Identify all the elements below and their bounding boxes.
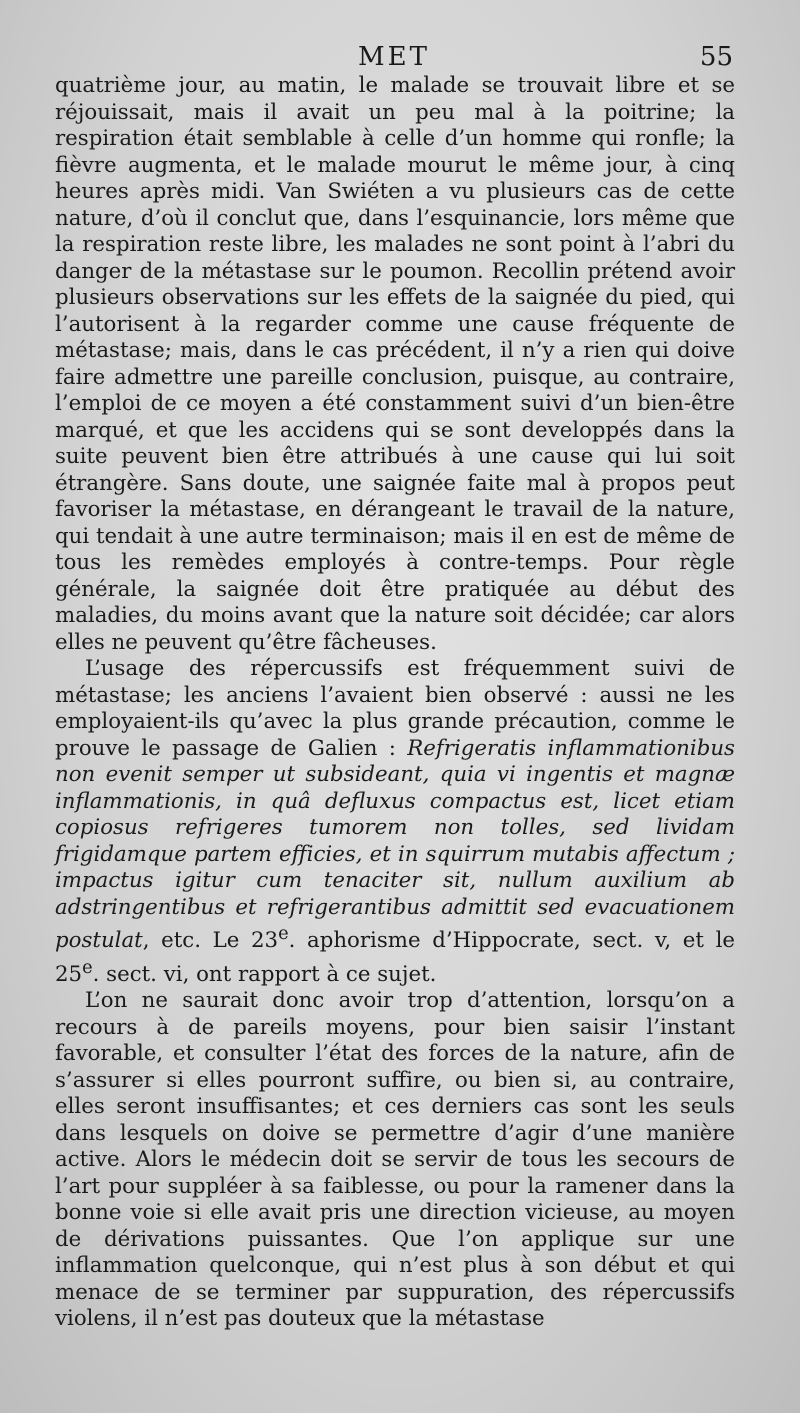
page-number: 55	[699, 42, 733, 72]
paragraph-2: L’usage des répercussifs est fréquemment suivi de métastase; les anciens l’avaient bien observé : aussi ne les employaient-ils qu’avec la plus grande précaution, comme le prouve le passage de Galien : Refrigeratis inflammationibus non evenit semper ut subsideant, quia vi ingentis et magnæ inflammationis, in quâ defluxus compactus est, licet etiam copiosus refrigeres tumorem non tolles, sed lividam frigidamque partem efficies, et in squirrum mutabis affectum ; impactus igitur cum tenaciter sit, nullum auxilium ab adstringentibus et refrigerantibus admittit sed evacuationem postulat, etc. Le 23e. aphorisme d’Hippocrate, sect. v, et le 25e. sect. vi, ont rapport à ce sujet.	[55, 656, 735, 987]
page-body	[55, 73, 735, 1333]
running-header	[55, 38, 733, 78]
running-title: MET	[358, 42, 430, 72]
paragraph-1: quatrième jour, au matin, le malade se trouvait libre et se réjouissait, mais il avait un peu mal à la poitrine; la respiration était semblable à celle d’un homme qui ronfle; la fièvre augmenta, et le malade mourut le même jour, à cinq heures après midi. Van Swiéten a vu plusieurs cas de cette nature, d’où il conclut que, dans l’esquinancie, lors même que la respiration reste libre, les malades ne sont point à l’abri du danger de la métastase sur le poumon. Recollin prétend avoir plusieurs observations sur les effets de la saignée du pied, qui l’autorisent à la regarder comme une cause fréquente de métastase; mais, dans le cas précédent, il n’y a rien qui doive faire admettre une pareille conclusion, puisque, au contraire, l’emploi de ce moyen a été constamment suivi d’un bien-être marqué, et que les accidens qui se sont developpés dans la suite peuvent bien être attribués à une cause qui lui soit étrangère. Sans doute, une saignée faite mal à propos peut favoriser la métastase, en dérangeant le travail de la nature, qui tendait à une autre terminaison; mais il en est de même de tous les remèdes employés à contre-temps. Pour règle générale, la saignée doit être pratiquée au début des maladies, du moins avant que la nature soit décidée; car alors elles ne peuvent qu’être fâcheuses.	[55, 73, 735, 655]
paragraph-3: L’on ne saurait donc avoir trop d’attention, lorsqu’on a recours à de pareils moyens, pour bien saisir l’instant favorable, et consulter l’état des forces de la nature, afin de s’assurer si elles pourront suffire, ou bien si, au contraire, elles seront insuffisantes; et ces derniers cas sont les seuls dans lesquels on doive se permettre d’agir d’une manière active. Alors le médecin doit se servir de tous les secours de l’art pour suppléer à sa faiblesse, ou pour la ramener dans la bonne voie si elle avait pris une direction vicieuse, au moyen de dérivations puissantes. Que l’on applique sur une inflammation quelconque, qui n’est plus à son début et qui menace de se terminer par suppuration, des répercussifs violens, il n’est pas douteux que la métastase	[55, 988, 735, 1332]
